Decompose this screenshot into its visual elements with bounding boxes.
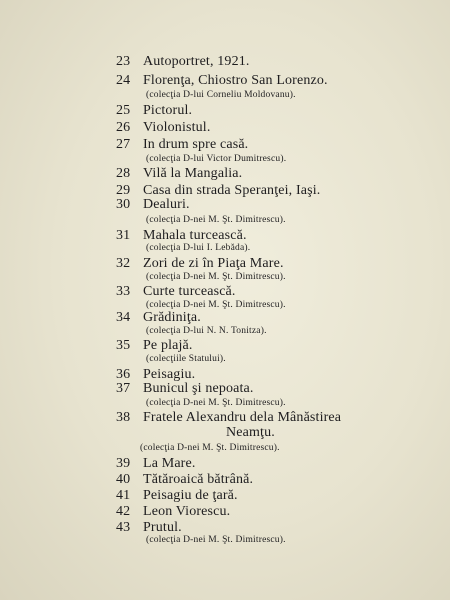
entry-collection-note: (colecţiile Statului). [146, 354, 226, 364]
entry-number: 36 [116, 367, 131, 382]
entry-number: 26 [116, 120, 131, 135]
entry-number: 35 [116, 338, 131, 353]
entry-title: Mahala turcească. [143, 228, 247, 243]
entry-title: Vilă la Mangalia. [143, 166, 243, 181]
entry-number: 43 [116, 520, 131, 535]
entry-collection-note: (colecţia D-lui I. Lebăda). [146, 243, 251, 253]
entry-title: Dealuri. [143, 197, 190, 212]
entry-title-continuation: Neamţu. [226, 425, 275, 440]
entry-number: 30 [116, 197, 131, 212]
entry-collection-note: (colecţia D-nei M. Şt. Dimitrescu). [146, 535, 286, 545]
entry-title: Bunicul şi nepoata. [143, 381, 254, 396]
entry-title: Zori de zi în Piaţa Mare. [143, 256, 284, 271]
entry-number: 32 [116, 256, 131, 271]
entry-title: In drum spre casă. [143, 137, 249, 152]
entry-title: Fratele Alexandru dela Mânăstirea [143, 410, 342, 425]
entry-collection-note: (colecţia D-nei M. Şt. Dimitrescu). [146, 272, 286, 282]
entry-title: Pictorul. [143, 103, 193, 118]
entry-collection-note: (colecţia D-nei M. Şt. Dimitrescu). [146, 215, 286, 225]
entry-number: 29 [116, 183, 131, 198]
entry-title: Curte turcească. [143, 284, 236, 299]
entry-number: 38 [116, 410, 131, 425]
entry-collection-note: (colecţia D-nei M. Şt. Dimitrescu). [146, 398, 286, 408]
entry-collection-note: (colecţia D-lui Corneliu Moldovanu). [146, 90, 296, 100]
entry-title: Prutul. [143, 520, 182, 535]
entry-number: 40 [116, 472, 131, 487]
entry-collection-note: (colecţia D-nei M. Şt. Dimitrescu). [140, 443, 280, 453]
entry-number: 23 [116, 54, 131, 69]
entry-number: 41 [116, 488, 131, 503]
entry-title: Peisagiu. [143, 367, 196, 382]
entry-number: 34 [116, 310, 131, 325]
entry-title: Grădiniţa. [143, 310, 201, 325]
entry-title: Pe plajă. [143, 338, 193, 353]
entry-number: 24 [116, 73, 131, 88]
entry-collection-note: (colecţia D-nei M. Şt. Dimitrescu). [146, 300, 286, 310]
entry-number: 37 [116, 381, 131, 396]
entry-number: 33 [116, 284, 131, 299]
entry-number: 39 [116, 456, 131, 471]
entry-number: 25 [116, 103, 131, 118]
entry-title: Florenţa, Chiostro San Lorenzo. [143, 73, 328, 88]
entry-title: Violonistul. [143, 120, 211, 135]
entry-title: Leon Viorescu. [143, 504, 231, 519]
entry-collection-note: (colecţia D-lui N. N. Tonitza). [146, 326, 267, 336]
entry-number: 31 [116, 228, 131, 243]
entry-number: 27 [116, 137, 131, 152]
entry-title: La Mare. [143, 456, 196, 471]
entry-collection-note: (colecţia D-lui Victor Dumitrescu). [146, 154, 287, 164]
entry-title: Peisagiu de ţară. [143, 488, 238, 503]
entry-title: Autoportret, 1921. [143, 54, 250, 69]
entry-number: 28 [116, 166, 131, 181]
entry-title: Tătăroaică bătrână. [143, 472, 254, 487]
entry-title: Casa din strada Speranţei, Iaşi. [143, 183, 321, 198]
entry-number: 42 [116, 504, 131, 519]
